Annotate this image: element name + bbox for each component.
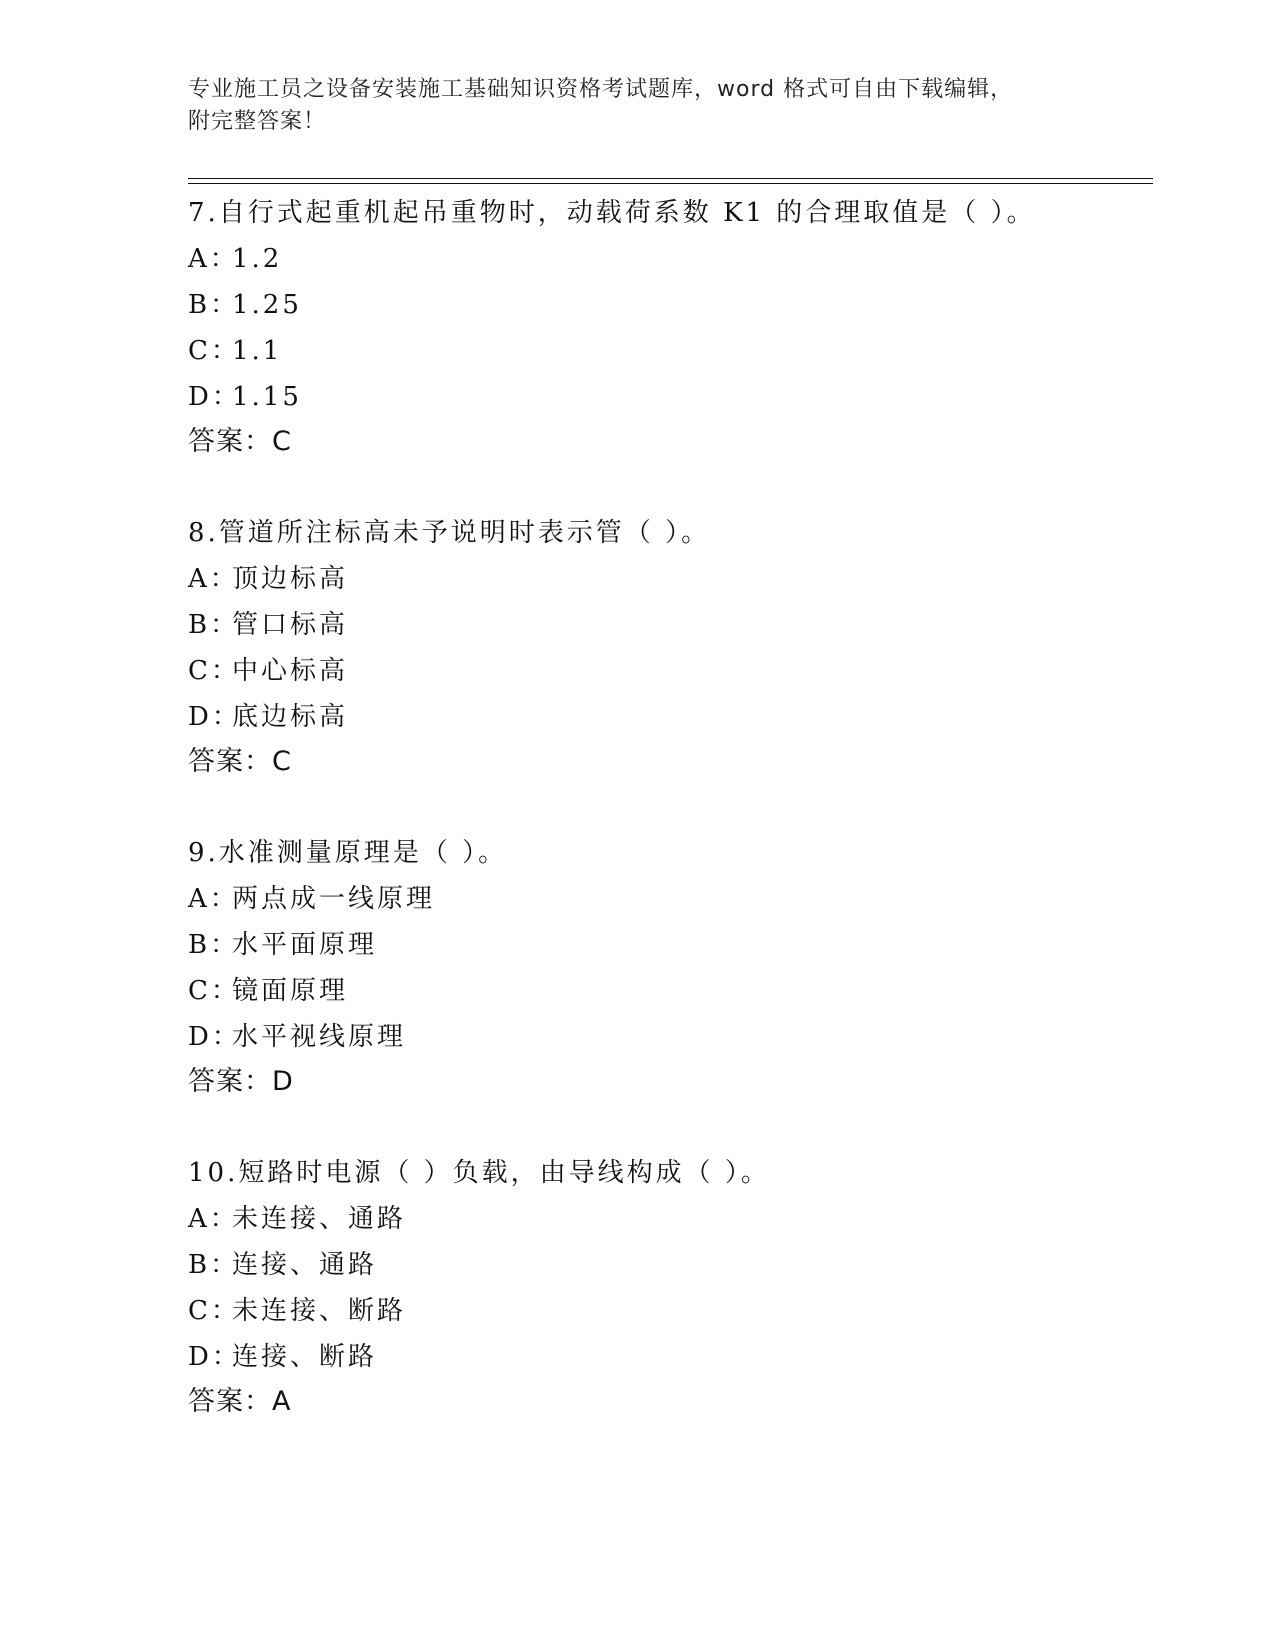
option-text: 未连接、通路 xyxy=(232,1204,407,1234)
question-stem: 7.自行式起重机起吊重物时，动载荷系数 K1 的合理取值是（ ）。 xyxy=(188,198,1036,228)
option-letter: C： xyxy=(188,1296,240,1326)
option-letter: B： xyxy=(188,290,240,320)
document-header xyxy=(188,74,1068,138)
option-b xyxy=(188,922,1148,968)
option-text: 1.2 xyxy=(232,244,283,274)
question-8 xyxy=(188,510,1148,784)
option-text: 连接、通路 xyxy=(232,1250,378,1280)
option-text: 1.1 xyxy=(232,336,283,366)
option-letter: B： xyxy=(188,930,240,960)
answer-line: 答案：A xyxy=(188,1386,292,1417)
option-c xyxy=(188,328,1148,374)
option-text: 底边标高 xyxy=(232,702,349,732)
option-c xyxy=(188,968,1148,1014)
option-letter: A： xyxy=(188,1204,239,1234)
option-c xyxy=(188,1288,1148,1334)
option-letter: D： xyxy=(188,1342,241,1372)
option-letter: A： xyxy=(188,244,239,274)
option-letter: C： xyxy=(188,656,240,686)
option-text: 未连接、断路 xyxy=(232,1296,407,1326)
header-line-2: 附完整答案！ xyxy=(188,109,327,134)
option-text: 1.25 xyxy=(232,290,302,320)
option-letter: B： xyxy=(188,1250,240,1280)
option-text: 管口标高 xyxy=(232,610,349,640)
option-d xyxy=(188,374,1148,420)
option-letter: D： xyxy=(188,1022,241,1052)
option-text: 连接、断路 xyxy=(232,1342,378,1372)
option-letter: D： xyxy=(188,702,241,732)
answer-line: 答案：C xyxy=(188,746,292,777)
option-text: 两点成一线原理 xyxy=(232,884,436,914)
option-b xyxy=(188,1242,1148,1288)
header-divider-top xyxy=(188,178,1153,179)
question-stem: 10.短路时电源（ ）负载，由导线构成（ ）。 xyxy=(188,1158,770,1188)
option-letter: C： xyxy=(188,336,240,366)
question-stem: 9.水准测量原理是（ ）。 xyxy=(188,838,508,868)
option-text: 中心标高 xyxy=(232,656,349,686)
question-10 xyxy=(188,1150,1148,1424)
option-letter: B： xyxy=(188,610,240,640)
answer-line: 答案：D xyxy=(188,1066,294,1097)
option-d xyxy=(188,1014,1148,1060)
option-a xyxy=(188,1196,1148,1242)
option-d xyxy=(188,694,1148,740)
option-a xyxy=(188,876,1148,922)
option-a xyxy=(188,556,1148,602)
question-7 xyxy=(188,190,1148,464)
header-line-1: 专业施工员之设备安装施工基础知识资格考试题库，word 格式可自由下载编辑， xyxy=(188,77,1014,102)
option-text: 水平视线原理 xyxy=(232,1022,407,1052)
question-stem: 8.管道所注标高未予说明时表示管（ ）。 xyxy=(188,518,711,548)
question-9 xyxy=(188,830,1148,1104)
option-c xyxy=(188,648,1148,694)
question-list xyxy=(188,190,1148,1424)
option-text: 镜面原理 xyxy=(232,976,349,1006)
option-b xyxy=(188,602,1148,648)
option-text: 1.15 xyxy=(232,382,302,412)
option-text: 顶边标高 xyxy=(232,564,349,594)
option-letter: A： xyxy=(188,564,239,594)
option-letter: D： xyxy=(188,382,241,412)
option-a xyxy=(188,236,1148,282)
option-text: 水平面原理 xyxy=(232,930,378,960)
option-b xyxy=(188,282,1148,328)
option-d xyxy=(188,1334,1148,1380)
option-letter: A： xyxy=(188,884,239,914)
option-letter: C： xyxy=(188,976,240,1006)
answer-line: 答案：C xyxy=(188,426,292,457)
header-divider-bottom xyxy=(188,183,1153,184)
